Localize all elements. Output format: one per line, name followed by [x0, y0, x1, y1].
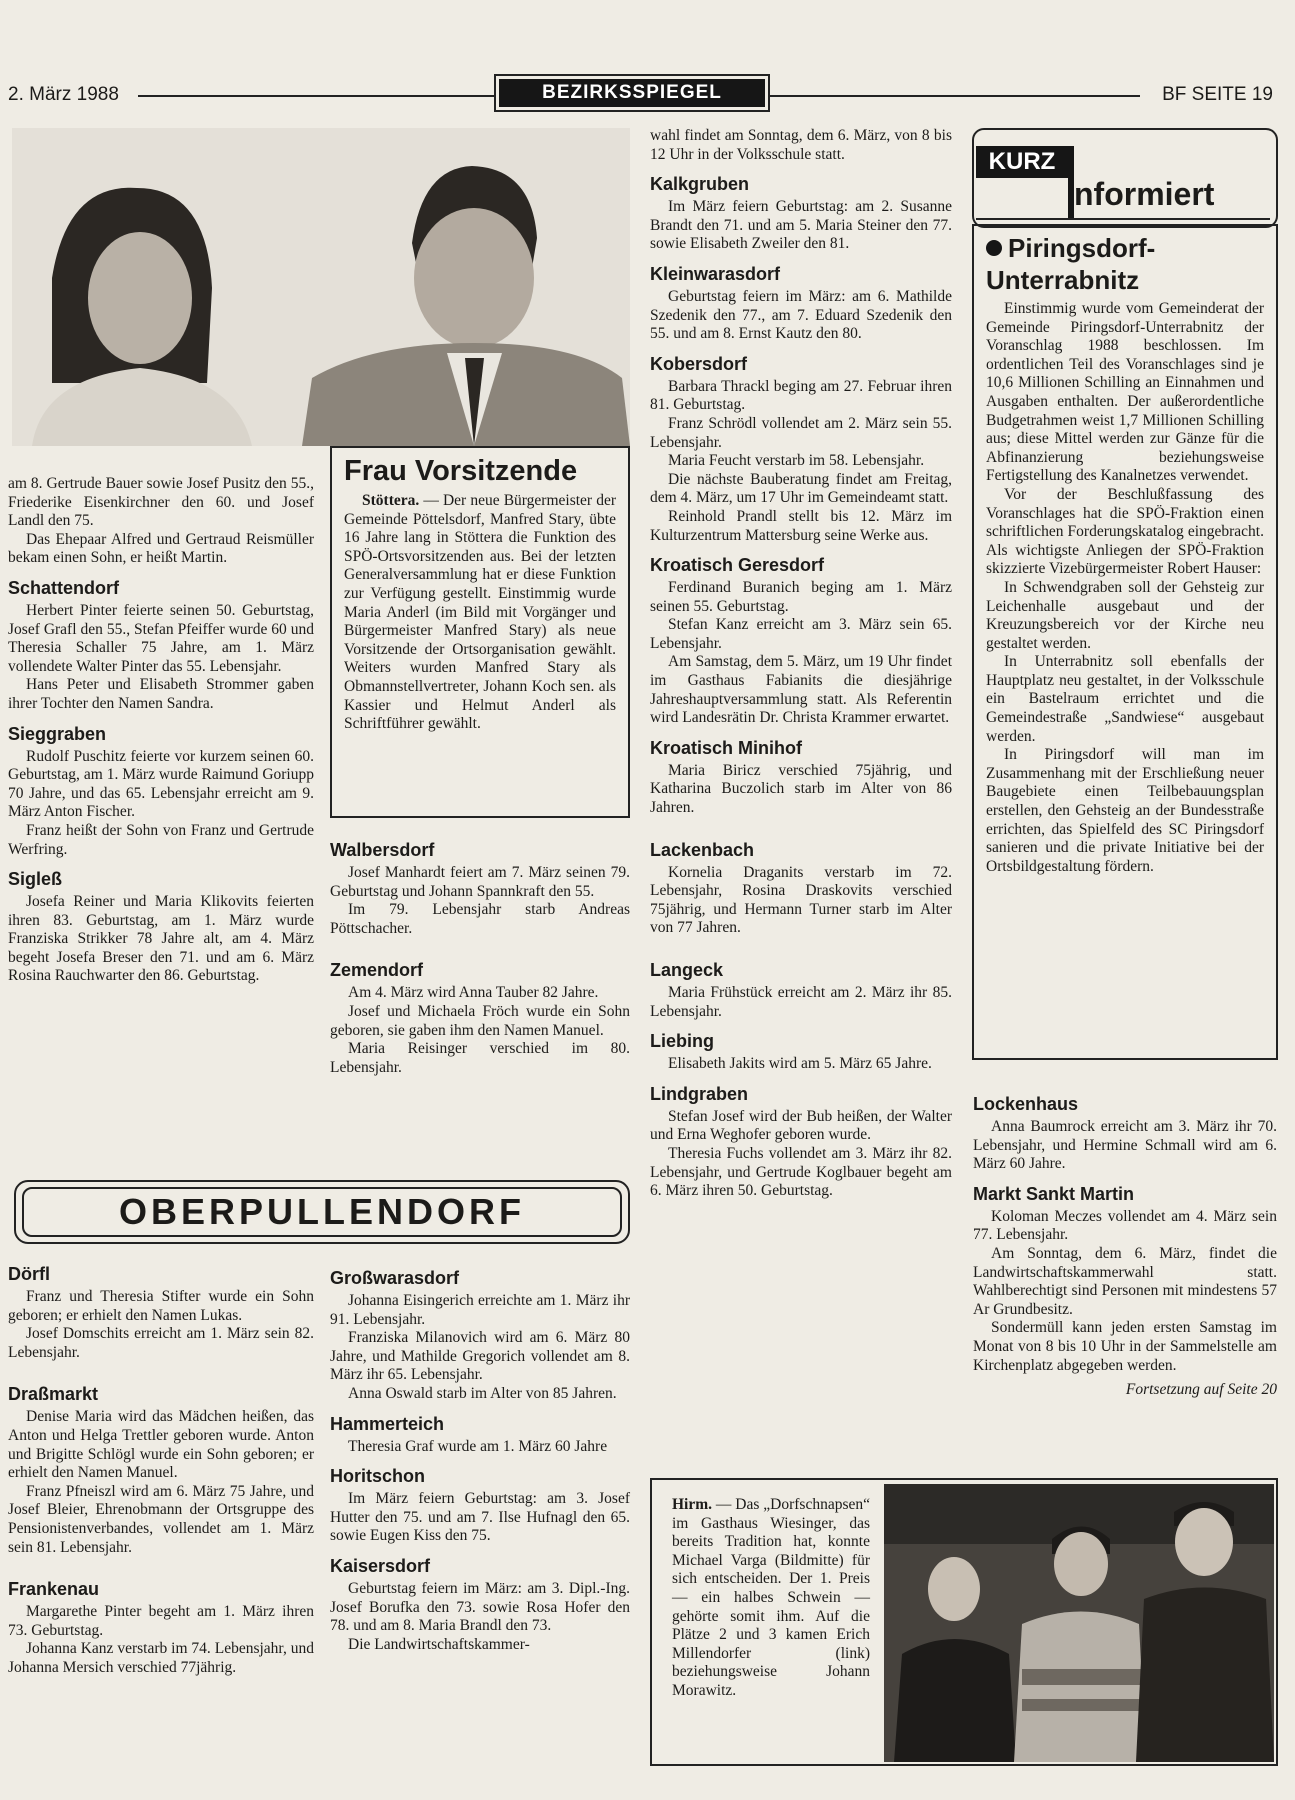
section-heading: Sieggraben — [8, 723, 107, 744]
paragraph: Maria Frühstück erreicht am 2. März ihr 85. Lebensjahr. — [650, 984, 952, 1020]
paragraph: Franz Pfneiszl wird am 6. März 75 Jahre, und Josef Bleier, Ehrenobmann der Ortsgruppe des Pensionistenverbandes, vollendet am 1. März sein 81. Lebensjahr. — [8, 1482, 314, 1556]
paragraph: Rudolf Puschitz feierte vor kurzem seinen 60. Geburtstag, am 1. März wurde Raimund Goriupp 70 Jahre, und das 65. Lebensjahr erreicht am 9. März Anton Fischer. — [8, 747, 314, 821]
section-heading: Kobersdorf — [650, 353, 748, 374]
article-frau-vorsitzende — [330, 446, 630, 818]
region-banner-text: OBERPULLENDORF — [22, 1187, 622, 1237]
column-1-bottom — [8, 1262, 314, 1678]
paragraph: Theresia Graf wurde am 1. März 60 Jahre — [348, 1437, 608, 1455]
paragraph: Barbara Thrackl beging am 27. Februar ihren 81. Geburtstag. — [650, 377, 952, 414]
paragraph: Sondermüll kann jeden ersten Samstag im Monat von 8 bis 10 Uhr in der Sammelstelle am Kirchenplatz abgegeben werden. — [973, 1319, 1277, 1374]
header-rule-left — [138, 95, 494, 97]
section-title-box — [494, 74, 770, 112]
paragraph: Vor der Beschlußfassung des Voranschlages hat die SPÖ-Fraktion einen schriftlichen Forderungskatalog eingebracht. Als wichtigste Anliegen der SPÖ-Fraktion skizzierte Vizebürgermeister Robert Hauser: — [986, 485, 1264, 578]
section-heading: Schattendorf — [8, 577, 120, 598]
paragraph: Johanna Kanz verstarb im 74. Lebensjahr, und Johanna Mersich verschied 77jährig. — [8, 1640, 314, 1676]
paragraph: Johanna Eisingerich erreichte am 1. März ihr 91. Lebensjahr. — [330, 1292, 630, 1328]
paragraph: Das Ehepaar Alfred und Gertraud Reismüller bekam einen Sohn, er heißt Martin. — [8, 530, 314, 567]
paragraph: Theresia Fuchs vollendet am 3. März ihr 82. Lebensjahr, und Gertrude Koglbauer begeht am 6. März ihren 50. Geburtstag. — [650, 1144, 952, 1200]
dateline: Hirm. — [672, 1496, 713, 1513]
continuation-note: Fortsetzung auf Seite 20 — [1125, 1381, 1277, 1399]
paragraph: Anna Oswald starb im Alter von 85 Jahren. — [348, 1384, 617, 1402]
column-2-middle — [330, 838, 630, 1077]
paragraph: Geburtstag feiern im März: am 3. Dipl.-Ing. Josef Borufka den 73. sowie Rosa Hofer den 78. und am 8. Maria Brandl den 73. — [330, 1579, 630, 1635]
section-heading: Großwarasdorf — [330, 1268, 460, 1288]
paragraph: Stefan Kanz erreicht am 3. März sein 65. Lebensjahr. — [650, 616, 952, 652]
paragraph: Franz Schrödl vollendet am 2. März sein 55. Lebensjahr. — [650, 414, 952, 451]
region-banner — [14, 1180, 630, 1244]
paragraph: Maria Feucht verstarb im 58. Lebensjahr. — [668, 452, 925, 470]
section-heading: Kroatisch Minihof — [650, 737, 802, 758]
column-3 — [650, 127, 952, 1201]
kurz-informiert-box — [972, 224, 1278, 1060]
section-heading: Lackenbach — [650, 839, 755, 860]
page-number: BF SEITE 19 — [1162, 84, 1273, 105]
section-heading: Horitschon — [330, 1466, 426, 1487]
paragraph: In Unterrabnitz soll ebenfalls der Hauptplatz neu gestaltet, in der Volksschule ein Bastelraum errichtet und die Gemeindestraße „Sandwiese“ ausgebaut werden. — [986, 653, 1264, 745]
paragraph: Margarethe Pinter begeht am 1. März ihren 73. Geburtstag. — [8, 1603, 314, 1639]
paragraph: Franziska Milanovich wird am 6. März 80 Jahre, und Mathilde Gregorich vollendet am 8. März ihr 65. Lebensjahr. — [330, 1329, 630, 1384]
header-rule-right — [770, 95, 1140, 97]
paragraph: In Schwendgraben soll der Gehsteig zur Leichenhalle ausgebaut und der Kreuzungsbereich vor der Kirche neu gestaltet werden. — [986, 578, 1264, 652]
section-title: BEZIRKSSPIEGEL — [499, 79, 765, 107]
paragraph: Josef und Michaela Fröch wurde ein Sohn geboren, sie gaben ihm den Namen Manuel. — [330, 1002, 630, 1039]
article-hirm — [650, 1478, 1278, 1766]
paragraph: Reinhold Prandl stellt bis 12. März im Kulturzentrum Mattersburg seine Werke aus. — [650, 507, 952, 544]
paragraph: Maria Reisinger verschied im 80. Lebensjahr. — [330, 1040, 630, 1076]
kurz-tag: KURZ — [976, 146, 1068, 178]
paragraph: Im März feiern Geburtstag: am 2. Susanne Brandt den 71. und am 5. Maria Steiner den 77. sowie Elisabeth Zweiler den 81. — [650, 198, 952, 253]
kurz-headline-text: Piringsdorf-Unterrabnitz — [986, 233, 1156, 295]
paragraph: Maria Biricz verschied 75jährig, und Katharina Buczolich starb im Alter von 86 Jahren. — [650, 761, 952, 817]
kurz-headline — [986, 232, 1264, 296]
paragraph: Im 79. Lebensjahr starb Andreas Pöttschacher. — [330, 901, 630, 937]
section-heading: Sigleß — [8, 869, 63, 890]
header-date: 2. März 1988 — [8, 84, 119, 105]
section-heading: Kleinwarasdorf — [650, 263, 781, 284]
column-4-lower — [973, 1092, 1277, 1400]
section-heading: Zemendorf — [330, 960, 424, 981]
paragraph: Josef Manhardt feiert am 7. März seinen 79. Geburtstag und Johann Spannkraft den 55. — [330, 864, 630, 900]
photo-frau-vorsitzende — [12, 128, 630, 446]
section-heading: Markt Sankt Martin — [973, 1183, 1135, 1204]
paragraph: Hans Peter und Elisabeth Strommer gaben ihrer Tochter den Namen Sandra. — [8, 676, 314, 712]
paragraph: In Piringsdorf will man im Zusammenhang mit der Erschließung neuer Baugebiete einen Teilbebauungsplan erstellen, den Gehsteig an der Bundesstraße errichten, das Spielfeld des SC Piringsdorf sanieren und die private Initiative bei der Ortsbildgestaltung fördern. — [986, 746, 1264, 875]
paragraph: wahl findet am Sonntag, dem 6. März, von 8 bis 12 Uhr in der Volksschule statt. — [650, 127, 952, 163]
paragraph: Franz heißt der Sohn von Franz und Gertrude Werfring. — [8, 821, 314, 858]
paragraph: Josefa Reiner und Maria Klikovits feierten ihren 83. Geburtstag, am 1. März wurde Franziska Strikker 78 Jahre alt, am 4. März begeht Josefa Breser den 71. und am 6. März Rosina Rauchwarter den 86. Geburtstag. — [8, 893, 314, 985]
section-heading: Hammerteich — [330, 1413, 445, 1434]
paragraph: Einstimmig wurde vom Gemeinderat der Gemeinde Piringsdorf-Unterrabnitz der Voranschlag 1988 beschlossen. Im ordentlichen Teil des Voranschlages sind je 10,6 Millionen Schilling an Einnahmen und Ausgaben enthalten. Der außerordentliche Budgetrahmen weist 1,7 Millionen Schilling aus; diese Mittel werden zur Gänze für die Abfinanzierung beziehungsweise Fertigstellung des Kanalnetzes verwendet. — [986, 300, 1264, 485]
paragraph: Stefan Josef wird der Bub heißen, der Walter und Erna Weghofer geboren wurde. — [650, 1107, 952, 1144]
section-heading: Dörfl — [8, 1264, 50, 1284]
section-heading: Lindgraben — [650, 1083, 748, 1104]
paragraph: Kornelia Draganits verstarb im 72. Lebensjahr, Rosina Draskovits verschied 75jährig, und Hermann Turner starb im Alter von 77 Jahren. — [650, 863, 952, 937]
kurz-rule — [976, 218, 1270, 220]
paragraph: Anna Baumrock erreicht am 3. März ihr 70. Lebensjahr, und Hermine Schmall wird am 6. März 60 Jahre. — [973, 1118, 1277, 1173]
photo-hirm — [884, 1484, 1274, 1762]
paragraph: Die nächste Bauberatung findet am Freitag, dem 4. März, um 17 Uhr im Gemeindeamt statt. — [650, 470, 952, 507]
section-heading: Draßmarkt — [8, 1384, 99, 1405]
paragraph: am 8. Gertrude Bauer sowie Josef Pusitz den 55., Friederike Eisenkirchner den 60. und Josef Landl den 75. — [8, 475, 314, 530]
paragraph: Denise Maria wird das Mädchen heißen, das Anton und Helga Trettler geboren wurde. Anton und Brigitte Schlögl wurde ein Sohn geboren; er erhielt den Namen Manuel. — [8, 1408, 314, 1482]
article-body: — Der neue Bürgermeister der Gemeinde Pöttelsdorf, Manfred Stary, übte 16 Jahre lang in Stöttera die Funktion des SPÖ-Ortsvorsitzenden aus. Bei der letzten Generalversammlung hat er diese Funktion zur Verfügung gestellt. Einstimmig wurde Maria Anderl (im Bild mit Vorgänger und Bürgermeister Manfred Stary) als neue Vorsitzende der Ortsorganisation gewählt. Weiters wurden Manfred Stary als Obmannstellvertreter, Johann Koch sen. als Kassier und Helmut Anderl als Schriftführer gewählt. — [344, 492, 616, 733]
paragraph: Die Landwirtschaftskammer- — [348, 1635, 530, 1653]
paragraph: Franz und Theresia Stifter wurde ein Sohn geboren; er erhielt den Namen Lukas. — [8, 1288, 314, 1324]
paragraph: Ferdinand Buranich beging am 1. März seinen 55. Geburtstag. — [650, 579, 952, 615]
article-body: — Das „Dorfschnapsen“ im Gasthaus Wiesinger, das bereits Tradition hat, konnte Michael Varga (Bildmitte) für sich entscheiden. Der 1. Preis — ein halbes Schwein — gehörte somit ihm. Auf die Plätze 2 und 3 kamen Erich Millendorfer (link) beziehungsweise Johann Morawitz. — [672, 1496, 870, 1699]
section-heading: Lockenhaus — [973, 1094, 1079, 1114]
column-1-top — [8, 475, 314, 986]
section-heading: Frankenau — [8, 1579, 100, 1600]
paragraph: Am Sonntag, dem 6. März, findet die Landwirtschaftskammerwahl statt. Wahlberechtigt sind Personen mit mindestens 57 Ar Grundbesitz. — [973, 1244, 1277, 1318]
article-title: Frau Vorsitzende — [344, 455, 578, 487]
section-heading: Liebing — [650, 1031, 714, 1052]
paragraph: Am 4. März wird Anna Tauber 82 Jahre. — [348, 984, 599, 1002]
paragraph: Koloman Meczes vollendet am 4. März sein 77. Lebensjahr. — [973, 1207, 1277, 1244]
bullet-icon — [986, 240, 1002, 256]
paragraph: Geburtstag feiern im März: am 6. Mathilde Szedenik den 77., am 7. Eduard Szedenik den 55. und am 8. Ernst Kautz den 80. — [650, 287, 952, 343]
section-heading: Kroatisch Geresdorf — [650, 555, 825, 576]
section-heading: Walbersdorf — [330, 840, 435, 860]
paragraph: Herbert Pinter feierte seinen 50. Geburtstag, Josef Grafl den 55., Stefan Pfeiffer wurde 60 und Theresia Schaller 75 Jahre, am 1. März vollendete Walter Pinter das 55. Lebensjahr. — [8, 601, 314, 675]
paragraph: Im März feiern Geburtstag: am 3. Josef Hutter den 75. und am 7. Ilse Hufnagl den 65. sowie Eugen Kiss den 75. — [330, 1490, 630, 1545]
column-2-bottom — [330, 1266, 630, 1654]
section-heading: Langeck — [650, 960, 724, 980]
kurz-informiert-word: nformiert — [1074, 176, 1215, 212]
dateline: Stöttera. — [362, 492, 420, 509]
section-heading: Kaisersdorf — [330, 1555, 431, 1576]
paragraph: Elisabeth Jakits wird am 5. März 65 Jahre. — [668, 1055, 932, 1073]
section-heading: Kalkgruben — [650, 174, 750, 195]
paragraph: Josef Domschits erreicht am 1. März sein 82. Lebensjahr. — [8, 1325, 314, 1361]
paragraph: Am Samstag, dem 5. März, um 19 Uhr findet im Gasthaus Fabianits die diesjährige Jahreshauptversammlung statt. Als Referentin wird Landesrätin Dr. Christa Krammer erwartet. — [650, 653, 952, 727]
